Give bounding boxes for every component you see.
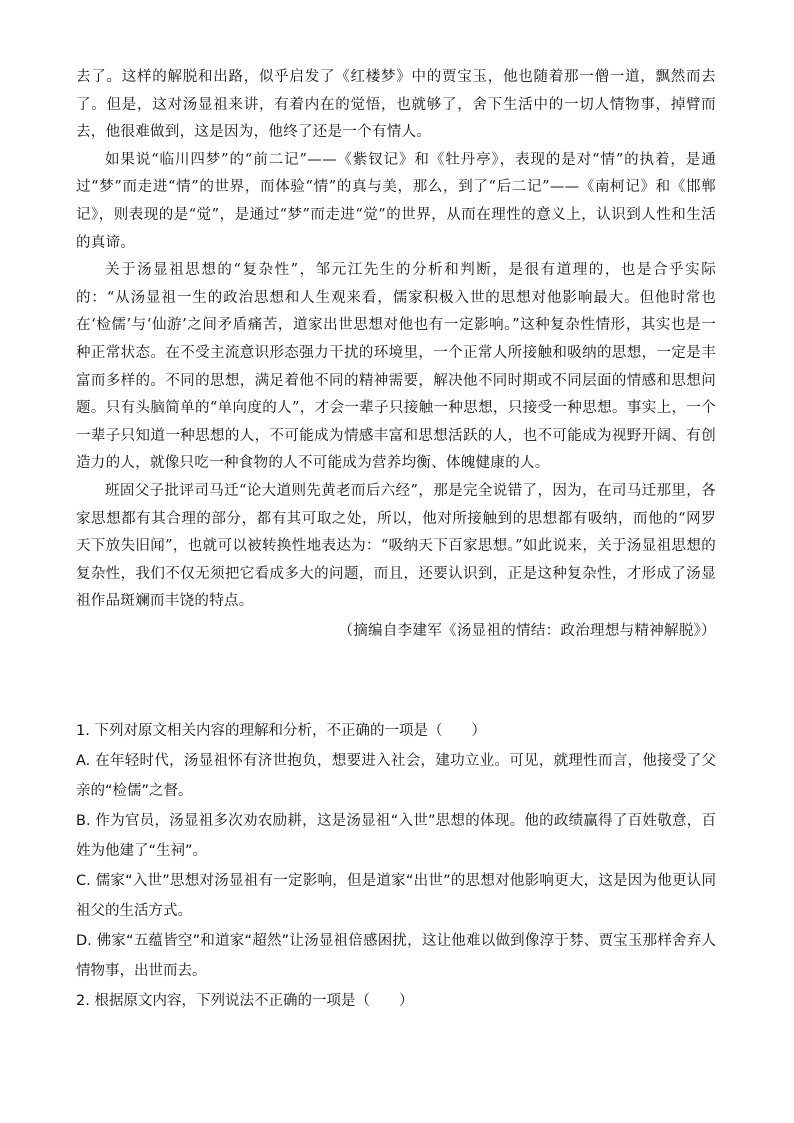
question-1-option-b: B. 作为官员，汤显祖多次劝农励耕，这是汤显祖“入世”思想的体现。他的政绩赢得了百姓敬意，百姓为他建了“生祠”。 — [76, 813, 716, 859]
question-2-stem: 2. 根据原文内容，下列说法不正确的一项是（ ） — [76, 993, 414, 1009]
reading-passage — [76, 64, 716, 645]
passage-paragraph-dreams: 如果说“临川四梦”的“前二记”——《紫钗记》和《牡丹亭》，表现的是对“情”的执着，是通过“梦”而走进“情”的世界，而体验“情”的真与美，那么，到了“后二记”——《南柯记》和《邯郸记》，则表现的是“觉”，是通过“梦”而走进“觉”的世界，从而在理性的意义上，认识到人性和生活的真谛。 — [76, 151, 716, 251]
question-section — [76, 716, 716, 1016]
question-1-option-a: A. 在年轻时代，汤显祖怀有济世抱负，想要进入社会，建功立业。可见，就理性而言，他接受了父亲的“检儒”之督。 — [76, 753, 716, 799]
question-1-option-c: C. 儒家“入世”思想对汤显祖有一定影响，但是道家“出世”的思想对他影响更大，这是因为他更认同祖父的生活方式。 — [76, 873, 716, 919]
passage-source-citation: （摘编自李建军《汤显祖的情结：政治理想与精神解脱》） — [338, 622, 716, 639]
passage-paragraph-continued: 去了。这样的解脱和出路，似乎启发了《红楼梦》中的贾宝玉，他也随着那一僧一道，飘然而去了。但是，这对汤显祖来讲，有着内在的觉悟，也就够了，舍下生活中的一切人情物事，掉臂而去，他很难做到，这是因为，他终了还是一个有情人。 — [76, 69, 716, 141]
passage-paragraph-sima-qian: 班固父子批评司马迁“论大道则先黄老而后六经”，那是完全说错了，因为，在司马迁那里，各家思想都有其合理的部分，都有其可取之处，所以，他对所接触到的思想都有吸纳，而他的“网罗天下放失旧闻”，也就可以被转换性地表达为：“吸纳天下百家思想。”如此说来，关于汤显祖思想的复杂性，我们不仅无须把它看成多大的问题，而且，还要认识到，正是这种复杂性，才形成了汤显祖作品斑斓而丰饶的特点。 — [76, 482, 716, 610]
passage-paragraph-complexity: 关于汤显祖思想的“复杂性”，邹元江先生的分析和判断，是很有道理的，也是合乎实际的：“从汤显祖一生的政治思想和人生观来看，儒家积极入世的思想对他影响最大。但他时常也在‘检儒’与‘仙游’之间矛盾痛苦，道家出世思想对他也有一定影响。”这种复杂性情形，其实也是一种正常状态。在不受主流意识形态强力干扰的环境里，一个正常人所接触和吸纳的思想，一定是丰富而多样的。不同的思想，满足着他不同的精神需要，解决他不同时期或不同层面的情感和思想问题。只有头脑简单的“单向度的人”，才会一辈子只接触一种思想，只接受一种思想。事实上，一个一辈子只知道一种思想的人，不可能成为情感丰富和思想活跃的人，也不可能成为视野开阔、有创造力的人，就像只吃一种食物的人不可能成为营养均衡、体魄健康的人。 — [76, 262, 716, 472]
question-1-stem: 1. 下列对原文相关内容的理解和分析，不正确的一项是（ ） — [76, 723, 486, 739]
question-1-option-d: D. 佛家“五蕴皆空”和道家“超然”让汤显祖倍感困扰，这让他难以做到像淳于棼、贾宝玉那样舍弃人情物事，出世而去。 — [76, 933, 716, 979]
